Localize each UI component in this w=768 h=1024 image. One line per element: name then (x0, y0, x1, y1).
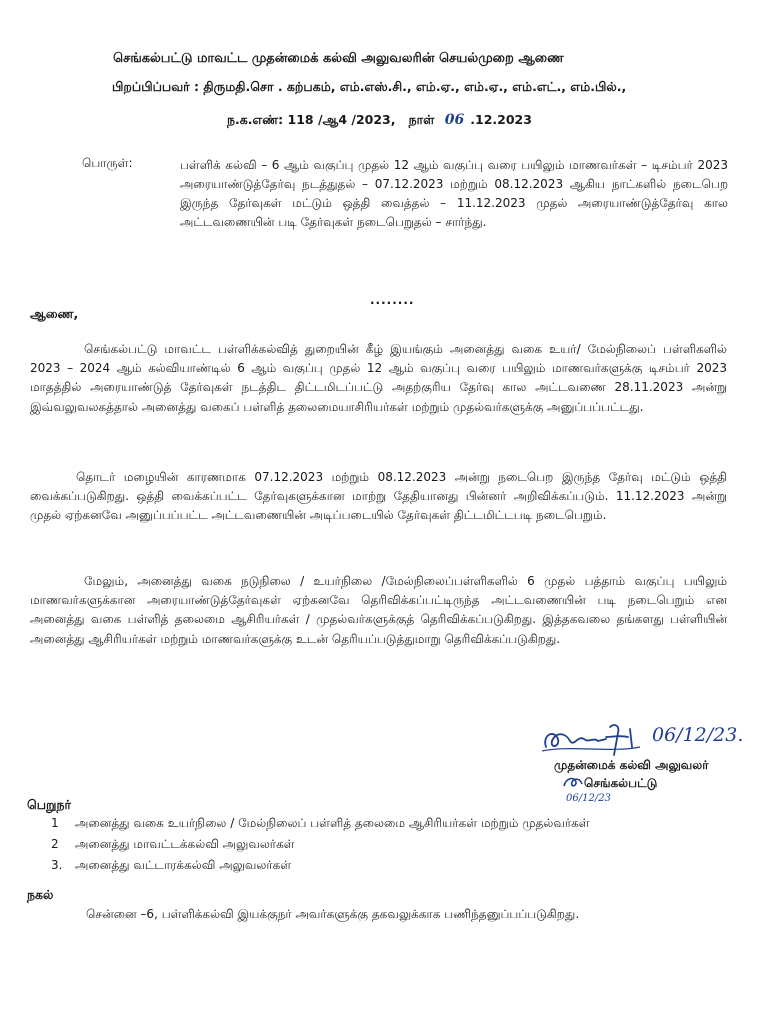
officer-place: செங்கல்பட்டு (584, 776, 658, 790)
list-item-text: அனைத்து மாவட்டக்கல்வி அலுவலர்கள் (75, 837, 295, 851)
order-paragraph-2: தொடர் மழையின் காரணமாக 07.12.2023 மற்றும் 08.12.2023 அன்று நடைபெற இருந்த தேர்வு மட்டும் ஒத்தி வைக்கப்படுகிறது. ஒத்தி வைக்கப்பட்ட தேர்வுகளுக்கான மாற்று தேதியானது பின்னர் அறிவிக்கப்படும். 11.12.2023 அன்று முதல் ஏற்கனவே அனுப்பப்பட்ட அட்டவணையின் அடிப்படையில் தேர்வுகள் திட்டமிட்டபடி நடைபெறும். (30, 470, 727, 523)
list-item-number: 1 (51, 816, 59, 830)
reference-line (227, 112, 532, 129)
initial-date: 06/12/23 (566, 793, 611, 804)
list-item (51, 855, 590, 876)
recipients-label: பெறுநர் (27, 797, 72, 812)
list-item-text: அனைத்து வகை உயர்நிலை / மேல்நிலைப் பள்ளித் தலைமை ஆசிரியர்கள் மற்றும் முதல்வர்கள் (75, 816, 590, 830)
list-item (51, 834, 590, 855)
list-item-text: அனைத்து வட்டாரக்கல்வி அலுவலர்கள் (75, 858, 292, 872)
subject-text: பள்ளிக் கல்வி – 6 ஆம் வகுப்பு முதல் 12 ஆம் வகுப்பு வரை பயிலும் மாணவர்கள் – டிசம்பர் 2023 அரையாண்டுத்தேர்வு நடத்துதல் – 07.12.2023 மற்றும் 08.12.2023 ஆகிய நாட்களில் நடைபெற இருந்த தேர்வுகள் மட்டும் ஒத்தி வைத்தல் – 11.12.2023 முதல் அரையாண்டுத்தேர்வு கால அட்டவணையின் படி தேர்வுகள் நடைபெறுதல் – சார்ந்து. (180, 158, 728, 229)
order-label: ஆணை, (30, 306, 79, 321)
officer-title: முதன்மைக் கல்வி அலுவலர் (554, 758, 709, 772)
subject-label: பொருள்: (82, 156, 133, 170)
list-item (51, 813, 590, 834)
copy-text: சென்னை –6, பள்ளிக்கல்வி இயக்குநர் அவர்களுக்கு தகவலுக்காக பணிந்தனுப்பப்படுகிறது. (86, 907, 580, 921)
order-paragraph-1: செங்கல்பட்டு மாவட்ட பள்ளிக்கல்வித் துறையின் கீழ் இயங்கும் அனைத்து வகை உயர்/ மேல்நிலைப் பள்ளிகளில் 2023 – 2024 ஆம் கல்வியாண்டில் 6 ஆம் வகுப்பு முதல் 12 ஆம் வகுப்பு வரை பயிலும் மாணவர்களுக்கு டிசம்பர் 2023 மாதத்தில் அரையாண்டுத் தேர்வுகள் நடத்திட திட்டமிடப்பட்டு அதற்குரிய தேர்வு கால அட்டவணை 28.11.2023 அன்று இவ்வலுவலகத்தால் அனைத்து வகைப் பள்ளித் தலைமையாசிரியர்கள் மற்றும் முதல்வர்களுக்கு அனுப்பப்பட்டது. (30, 342, 727, 414)
list-item-number: 2 (51, 837, 59, 851)
initial-scribble (562, 774, 584, 790)
date-label: நாள் (408, 112, 435, 127)
recipients-list (51, 813, 590, 876)
separator-dots: ........ (370, 293, 415, 307)
date-rest: .12.2023 (470, 112, 532, 127)
order-paragraph-3: மேலும், அனைத்து வகை நடுநிலை / உயர்நிலை /மேல்நிலைப்பள்ளிகளில் 6 முதல் பத்தாம் வகுப்பு பயிலும் மாணவர்களுக்கான அரையாண்டுத்தேர்வுகள் ஏற்கனவே தெரிவிக்கப்பட்டிருந்த அட்டவணையின் படி நடைபெறும் என அனைத்து வகை பள்ளித் தலைமை ஆசிரியர்கள் / முதல்வர்களுக்குத் தெரிவிக்கப்படுகிறது. இத்தகவலை தங்களது பள்ளியின் அனைத்து ஆசிரியர்கள் மற்றும் மாணவர்களுக்கு உடன் தெரியப்படுத்துமாறு தெரிவிக்கப்படுகிறது. (30, 574, 727, 646)
handwritten-day: 06 (444, 112, 465, 128)
reference-number: ந.க.எண்: 118 /ஆ4 /2023, (227, 112, 396, 127)
copy-label: நகல் (27, 887, 54, 902)
issuer-line: பிறப்பிப்பவர் : திருமதி.சொ . கற்பகம், எம்.எஸ்.சி., எம்.ஏ., எம்.ஏ., எம்.எட்., எம்.பில்., (112, 79, 627, 94)
list-item-number: 3. (51, 858, 63, 872)
signature-date: 06/12/23. (652, 724, 744, 746)
document-title: செங்கல்பட்டு மாவட்ட முதன்மைக் கல்வி அலுவலரின் செயல்முறை ஆணை (113, 51, 564, 66)
